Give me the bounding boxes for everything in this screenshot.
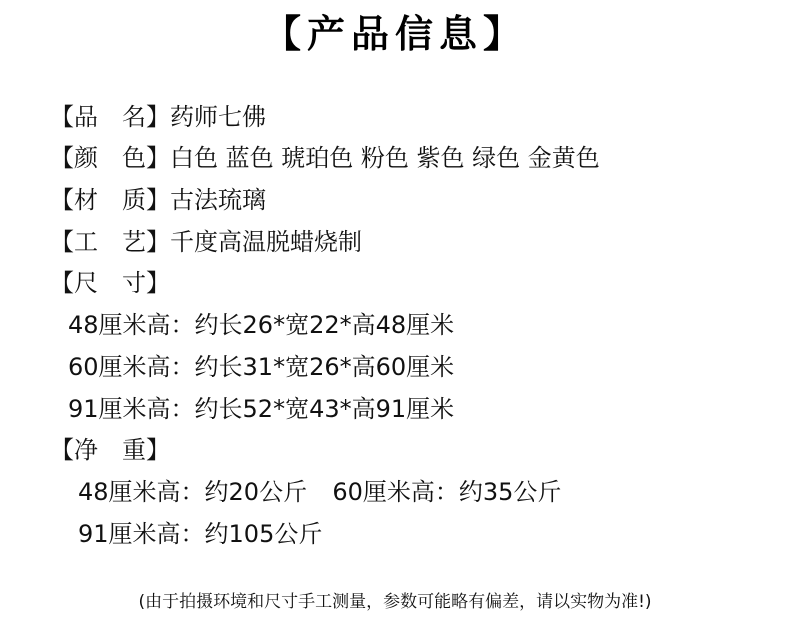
weight-item: 91厘米高：约105公斤 xyxy=(78,520,323,548)
product-material-row xyxy=(50,185,266,215)
weight-line xyxy=(78,519,322,549)
weight-item: 60厘米高：约35公斤 xyxy=(332,478,562,506)
product-craft-label: 【工 艺】 xyxy=(50,228,170,256)
size-line: 60厘米高：约长31*宽26*高60厘米 xyxy=(68,353,455,381)
product-weight-label: 【净 重】 xyxy=(50,436,170,464)
product-name-row xyxy=(50,102,266,132)
product-color-row xyxy=(50,143,600,173)
product-size-heading xyxy=(50,268,170,298)
product-name-value: 药师七佛 xyxy=(170,103,266,131)
product-craft-row xyxy=(50,227,362,257)
product-material-value: 古法琉璃 xyxy=(170,186,266,214)
size-line: 48厘米高：约长26*宽22*高48厘米 xyxy=(68,311,455,339)
size-line: 91厘米高：约长52*宽43*高91厘米 xyxy=(68,395,455,423)
product-craft-value: 千度高温脱蜡烧制 xyxy=(170,228,362,256)
product-color-value: 白色 蓝色 琥珀色 粉色 紫色 绿色 金黄色 xyxy=(170,144,600,172)
weight-item: 48厘米高：约20公斤 xyxy=(78,478,308,506)
product-size-label: 【尺 寸】 xyxy=(50,269,170,297)
product-material-label: 【材 质】 xyxy=(50,186,170,214)
page-title: 【产品信息】 xyxy=(262,11,527,56)
weight-line xyxy=(78,477,561,507)
product-name-label: 【品 名】 xyxy=(50,103,170,131)
product-color-label: 【颜 色】 xyxy=(50,144,170,172)
disclaimer-note: (由于拍摄环境和尺寸手工测量，参数可能略有偏差，请以实物为准!) xyxy=(138,592,652,612)
product-weight-heading xyxy=(50,435,170,465)
